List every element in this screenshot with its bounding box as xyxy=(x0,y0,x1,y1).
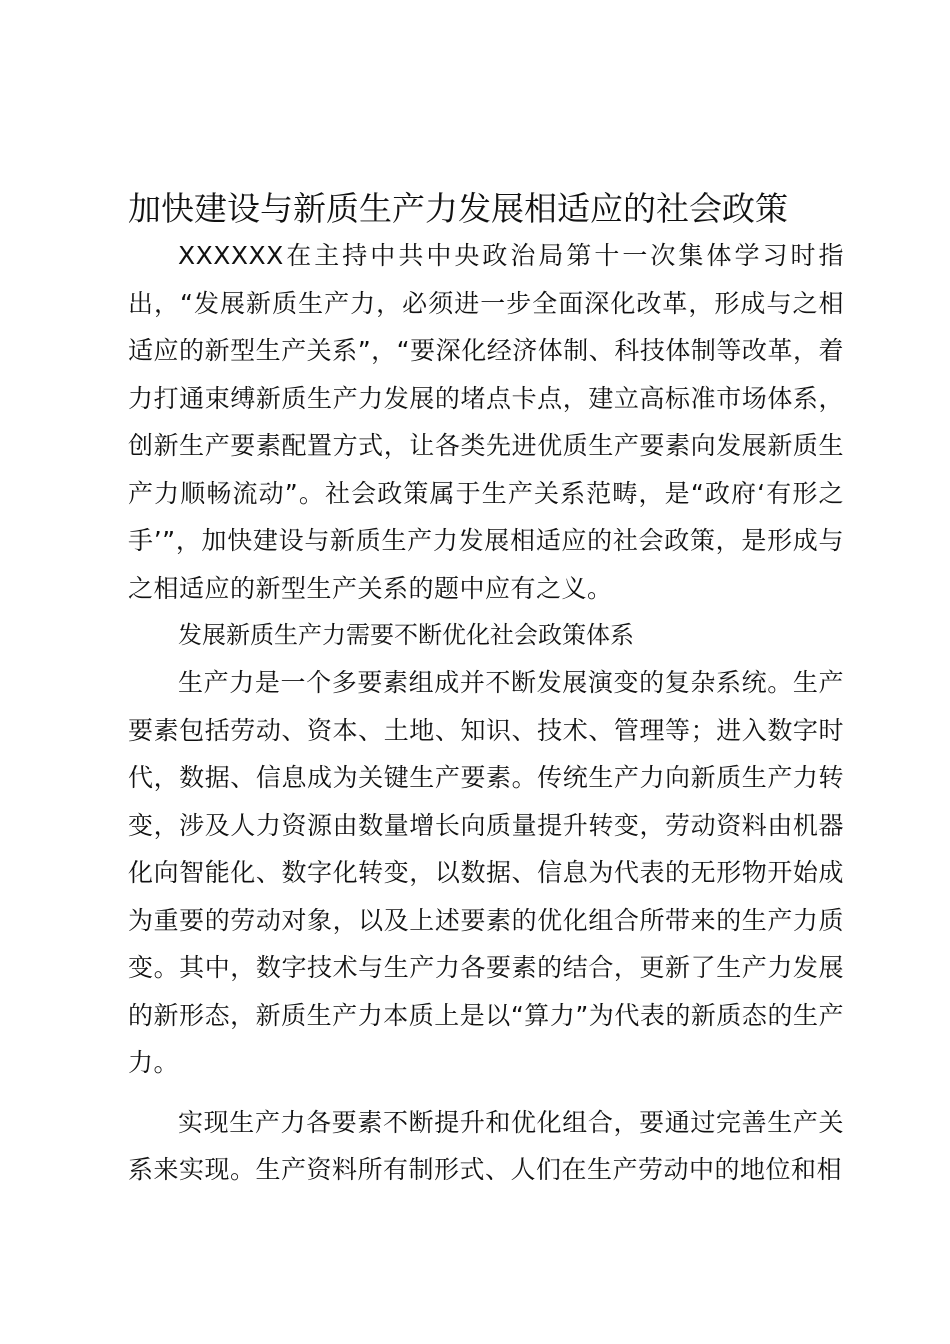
intro-paragraph: XXXXXX在主持中共中央政治局第十一次集体学习时指出，“发展新质生产力，必须进一步全面深化改革，形成与之相适应的新型生产关系”，“要深化经济体制、科技体制等改革，着力打通束缚新质生产力发展的堵点卡点，建立高标准市场体系，创新生产要素配置方式，让各类先进优质生产要素向发展新质生产力顺畅流动”。社会政策属于生产关系范畴，是“政府‘有形之手’”，加快建设与新质生产力发展相适应的社会政策，是形成与之相适应的新型生产关系的题中应有之义。 xyxy=(128,241,844,603)
body-paragraph-2: 实现生产力各要素不断提升和优化组合，要通过完善生产关系来实现。生产资料所有制形式、人们在生产劳动中的地位和相 xyxy=(128,1107,844,1184)
section-heading: 发展新质生产力需要不断优化社会政策体系 xyxy=(178,621,634,649)
document-title: 加快建设与新质生产力发展相适应的社会政策 xyxy=(128,189,788,228)
body-paragraph-1: 生产力是一个多要素组成并不断发展演变的复杂系统。生产要素包括劳动、资本、土地、知识、技术、管理等；进入数字时代，数据、信息成为关键生产要素。传统生产力向新质生产力转变，涉及人力资源由数量增长向质量提升转变，劳动资料由机器化向智能化、数字化转变，以数据、信息为代表的无形物开始成为重要的劳动对象，以及上述要素的优化组合所带来的生产力质变。其中，数字技术与生产力各要素的结合，更新了生产力发展的新形态，新质生产力本质上是以“算力”为代表的新质态的生产力。 xyxy=(128,668,844,1077)
document-page xyxy=(128,182,844,1194)
